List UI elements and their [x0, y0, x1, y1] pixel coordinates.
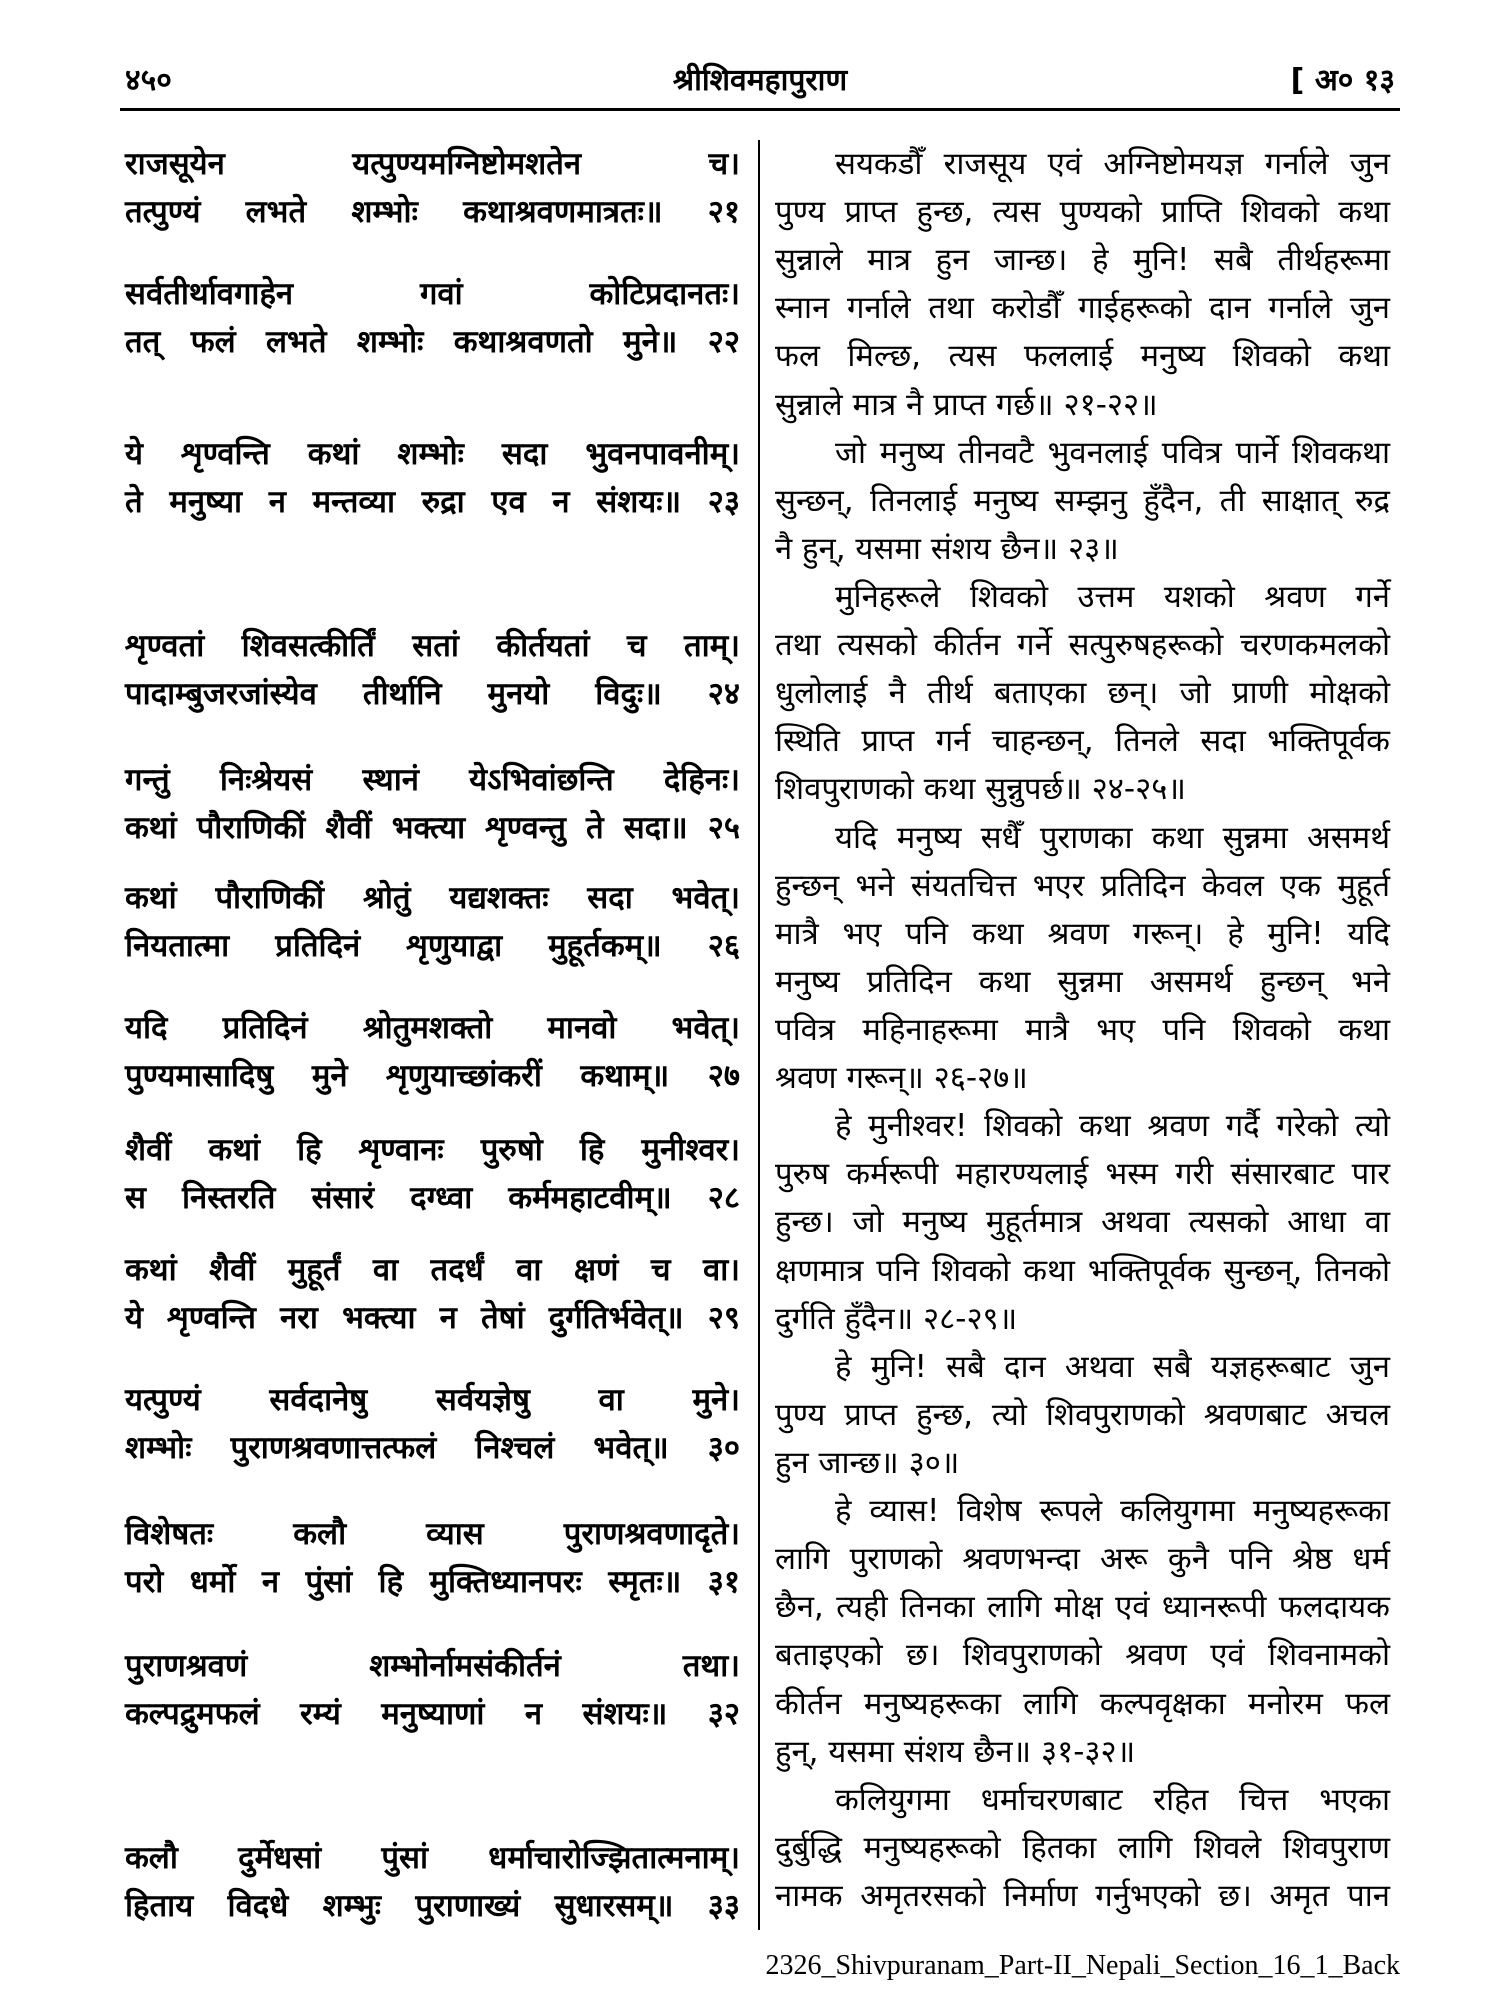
header-rule [120, 108, 1400, 111]
translation-line: हे व्यास! विशेष रूपले कलियुगमा मनुष्यहरूका [835, 1493, 1390, 1530]
verse-30-block [125, 1376, 740, 1472]
translation-line: दुर्गति हुँदैन॥ २८-२९॥ [775, 1300, 1018, 1337]
translation-paragraph [775, 1343, 1390, 1487]
verse-line: यत्पुण्यं सर्वदानेषु सर्वयज्ञेषु वा मुने। [125, 1382, 740, 1418]
verse-line: कलौ दुर्मेधसां पुंसां धर्माचारोज्झितात्मनाम्। [125, 1840, 740, 1876]
verse-line: स निस्तरति संसारं दग्ध्वा कर्ममहाटवीम्॥ २८ [125, 1180, 740, 1216]
translation-line: पवित्र महिनाहरूमा मात्रै भए पनि शिवको कथा [775, 1012, 1390, 1049]
verse-25-block [125, 756, 740, 852]
verse-24-block [125, 622, 740, 718]
verse-line: पुराणश्रवणं शम्भोर्नामसंकीर्तनं तथा। [125, 1648, 740, 1684]
page-number: ४५० [125, 63, 172, 98]
verse-line: कथां पौराणिकीं श्रोतुं यद्यशक्तः सदा भवेत्। [125, 880, 740, 916]
translation-paragraph [775, 573, 1390, 814]
translation-line: दुर्बुद्धि मनुष्यहरूको हितका लागि शिवले शिवपुराण [775, 1829, 1390, 1866]
translation-line: कीर्तन मनुष्यहरूका लागि कल्पवृक्षका मनोरम फल [775, 1685, 1390, 1722]
verse-line: ये शृण्वन्ति नरा भक्त्या न तेषां दुर्गतिर्भवेत्॥ २९ [125, 1300, 740, 1336]
translation-line: नामक अमृतरसको निर्माण गर्नुभएको छ। अमृत पान [775, 1878, 1390, 1915]
translation-line: लागि पुराणको श्रवणभन्दा अरू कुनै पनि श्रेष्ठ धर्म [775, 1541, 1390, 1578]
translation-line: कलियुगमा धर्माचरणबाट रहित चित्त भएका [835, 1781, 1390, 1818]
translation-line: हुन्छन् भने संयतचित्त भएर प्रतिदिन केवल एक मुहूर्त [775, 867, 1390, 904]
verse-line: पादाम्बुजरजांस्येव तीर्थानि मुनयो विदुः॥ २४ [125, 676, 740, 712]
verse-line: तत्पुण्यं लभते शम्भोः कथाश्रवणमात्रतः॥ २१ [125, 194, 740, 230]
verse-31-block [125, 1510, 740, 1606]
verse-29-block [125, 1246, 740, 1342]
verse-28-block [125, 1126, 740, 1222]
verse-line: हिताय विदधे शम्भुः पुराणाख्यं सुधारसम्॥ ३३ [125, 1888, 740, 1924]
verse-line: पुण्यमासादिषु मुने शृणुयाच्छांकरीं कथाम्॥ २७ [125, 1058, 740, 1094]
translation-paragraph [775, 1102, 1390, 1343]
page-title: श्रीशिवमहापुराण [672, 63, 848, 98]
verse-line: विशेषतः कलौ व्यास पुराणश्रवणादृते। [125, 1516, 740, 1552]
translation-line: पुण्य प्राप्त हुन्छ, त्यस पुण्यको प्राप्ति शिवको कथा [775, 194, 1390, 231]
translation-line: यदि मनुष्य सधैँ पुराणका कथा सुन्नमा असमर्थ [835, 819, 1390, 856]
translation-paragraph [775, 814, 1390, 1103]
verse-33-block [125, 1834, 740, 1930]
verse-line: सर्वतीर्थावगाहेन गवां कोटिप्रदानतः। [125, 276, 740, 312]
translation-line: पुरुष कर्मरूपी महारण्यलाई भस्म गरी संसारबाट पार [775, 1156, 1390, 1193]
translation-line: मुनिहरूले शिवको उत्तम यशको श्रवण गर्ने [835, 579, 1390, 615]
translation-line: तथा त्यसको कीर्तन गर्ने सत्पुरुषहरूको चरणकमलको [775, 627, 1390, 664]
verse-27-block [125, 1004, 740, 1100]
verse-line: राजसूयेन यत्पुण्यमग्निष्टोमशतेन च। [125, 146, 740, 182]
verse-line: शम्भोः पुराणश्रवणात्तत्फलं निश्चलं भवेत्॥ ३० [125, 1430, 740, 1466]
translation-line: धुलोलाई नै तीर्थ बताएका छन्। जो प्राणी मोक्षको [775, 675, 1390, 712]
verse-line: परो धर्मो न पुंसां हि मुक्तिध्यानपरः स्मृतः॥ ३१ [125, 1564, 740, 1600]
translation-line: मनुष्य प्रतिदिन कथा सुन्नमा असमर्थ हुन्छन् भने [775, 963, 1390, 1000]
footer-slug: 2326_Shivpuranam_Part-II_Nepali_Section_16_1_Back [765, 1950, 1400, 1981]
translation-line: छैन, त्यही तिनका लागि मोक्ष एवं ध्यानरूपी फलदायक [775, 1589, 1390, 1626]
translation-line: हे मुनीश्वर! शिवको कथा श्रवण गर्दै गरेको त्यो [835, 1108, 1390, 1145]
translation-line: स्नान गर्नाले तथा करोडौँ गाईहरूको दान गर्नाले जुन [775, 290, 1390, 327]
translation-line: सुन्नाले मात्र नै प्राप्त गर्छ॥ २१-२२॥ [775, 386, 1158, 423]
translation-line: शिवपुराणको कथा सुन्नुपर्छ॥ २४-२५॥ [775, 771, 1186, 808]
translation-line: मात्रै भए पनि कथा श्रवण गरून्। हे मुनि! यदि [775, 915, 1390, 952]
verse-23-block [125, 430, 740, 526]
verse-21-block [125, 140, 740, 236]
translation-line: पुण्य प्राप्त हुन्छ, त्यो शिवपुराणको श्रवणबाट अचल [775, 1396, 1390, 1433]
translation-line: सयकडौँ राजसूय एवं अग्निष्टोमयज्ञ गर्नाले जुन [835, 146, 1390, 182]
translation-line: नै हुन्, यसमा संशय छैन॥ २३॥ [775, 530, 1119, 567]
verse-line: तत् फलं लभते शम्भोः कथाश्रवणतो मुने॥ २२ [125, 324, 740, 360]
verse-line: ये शृण्वन्ति कथां शम्भोः सदा भुवनपावनीम्। [125, 436, 740, 472]
translation-line: सुन्छन्, तिनलाई मनुष्य सम्झनु हुँदैन, ती साक्षात् रुद्र [775, 482, 1390, 519]
verse-line: कल्पद्रुमफलं रम्यं मनुष्याणां न संशयः॥ ३२ [125, 1696, 740, 1732]
verse-32-block [125, 1642, 740, 1738]
translation-line: हे मुनि! सबै दान अथवा सबै यज्ञहरूबाट जुन [835, 1348, 1390, 1385]
translation-paragraph [775, 1487, 1390, 1776]
chapter-marker: [ अ० १३ [1290, 63, 1395, 98]
translation-column [775, 140, 1390, 1940]
translation-line: जो मनुष्य तीनवटै भुवनलाई पवित्र पार्ने शिवकथा [835, 434, 1390, 471]
verse-22-block [125, 270, 740, 366]
translation-line: हुन जान्छ॥ ३०॥ [775, 1445, 960, 1482]
verse-line: ते मनुष्या न मन्तव्या रुद्रा एव न संशयः॥ २३ [125, 484, 740, 520]
page-header [125, 50, 1395, 110]
translation-line: श्रवण गरून्॥ २६-२७॥ [775, 1060, 1028, 1097]
translation-line: सुन्नाले मात्र हुन जान्छ। हे मुनि! सबै तीर्थहरूमा [775, 242, 1390, 279]
translation-paragraph [775, 140, 1390, 429]
translation-line: स्थिति प्राप्त गर्न चाहन्छन्, तिनले सदा भक्तिपूर्वक [775, 723, 1390, 760]
translation-line: फल मिल्छ, त्यस फललाई मनुष्य शिवको कथा [775, 338, 1390, 375]
sanskrit-column [125, 140, 740, 1930]
verse-line: शैवीं कथां हि शृण्वानः पुरुषो हि मुनीश्वर। [125, 1132, 740, 1168]
translation-line: हुन्, यसमा संशय छैन॥ ३१-३२॥ [775, 1733, 1136, 1770]
verse-line: कथां शैवीं मुहूर्तं वा तदर्धं वा क्षणं च वा। [125, 1252, 740, 1288]
verse-line: यदि प्रतिदिनं श्रोतुमशक्तो मानवो भवेत्। [125, 1010, 740, 1046]
translation-line: बताइएको छ। शिवपुराणको श्रवण एवं शिवनामको [775, 1637, 1390, 1674]
column-divider [758, 140, 760, 1930]
verse-line: शृण्वतां शिवसत्कीर्तिं सतां कीर्तयतां च ताम्। [125, 628, 740, 664]
verse-26-block [125, 874, 740, 970]
translation-paragraph [775, 1776, 1390, 1920]
translation-line: हुन्छ। जो मनुष्य मुहूर्तमात्र अथवा त्यसको आधा वा [775, 1204, 1390, 1241]
verse-line: नियतात्मा प्रतिदिनं शृणुयाद्वा मुहूर्तकम्॥ २६ [125, 928, 740, 964]
translation-paragraph [775, 429, 1390, 573]
translation-line: क्षणमात्र पनि शिवको कथा भक्तिपूर्वक सुन्छन्, तिनको [775, 1252, 1390, 1289]
verse-line: गन्तुं निःश्रेयसं स्थानं येऽभिवांछन्ति देहिनः। [125, 762, 740, 798]
verse-line: कथां पौराणिकीं शैवीं भक्त्या शृण्वन्तु ते सदा॥ २५ [125, 810, 740, 846]
